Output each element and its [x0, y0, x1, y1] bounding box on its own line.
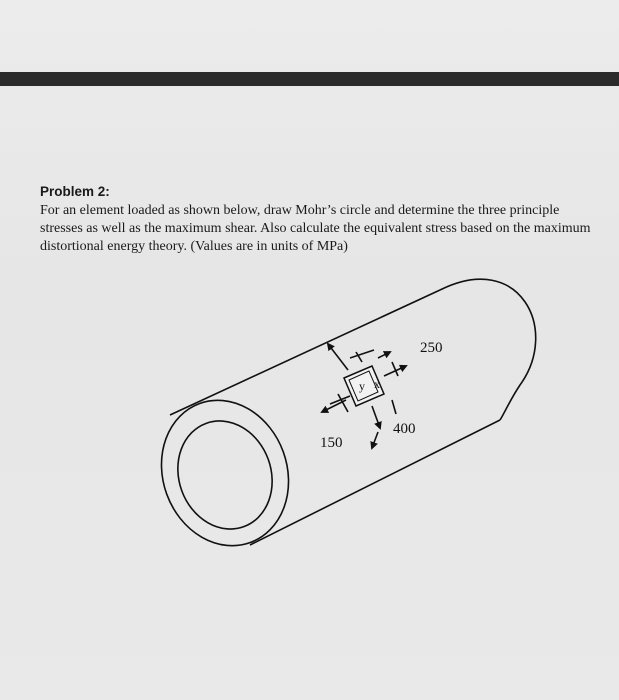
- cylinder-body: [170, 279, 536, 545]
- problem-text: For an element loaded as shown below, draw Mohr’s circle and determine the three principle stresses as well as the maximum shear. Also calculate the equivalent stress based on the maximum distortional energy theory. (Values are in units of MPa): [40, 203, 591, 254]
- stress-label-250: 250: [420, 340, 443, 356]
- axis-label-x: x: [374, 377, 380, 391]
- problem-title: Problem 2:: [40, 184, 110, 199]
- cylinder-end: [141, 382, 308, 563]
- stress-label-400: 400: [393, 421, 416, 437]
- stress-label-150: 150: [320, 435, 343, 451]
- axis-label-y: y: [359, 379, 365, 393]
- stress-element: [344, 366, 384, 406]
